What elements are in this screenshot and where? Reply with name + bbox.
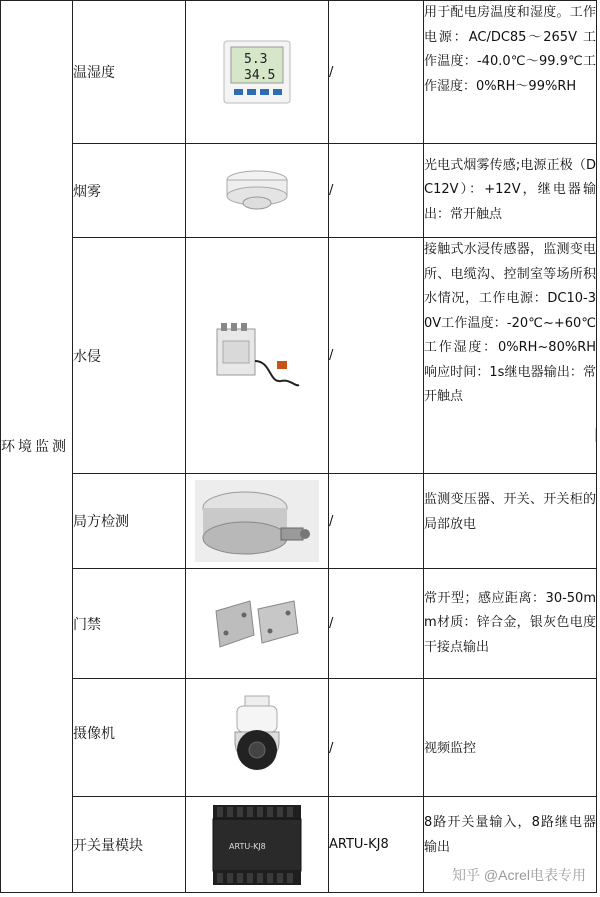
- category-label: 环境监测: [1, 438, 69, 455]
- partial-discharge-sensor-icon: [186, 480, 328, 562]
- device-name: 局方检测: [73, 474, 186, 569]
- device-model: /: [329, 679, 424, 797]
- device-model: /: [329, 238, 424, 474]
- table-row: [1, 238, 597, 474]
- water-leak-sensor-icon: [186, 321, 328, 391]
- device-name: 开关量模块: [73, 797, 186, 893]
- device-model: /: [329, 144, 424, 238]
- table-row: [1, 1, 597, 144]
- lcd-bottom-readout: 34.5: [244, 68, 276, 83]
- device-model: /: [329, 474, 424, 569]
- device-model: /: [329, 1, 424, 144]
- device-description: 8路开关量输入，8路继电器输出: [424, 797, 597, 893]
- device-image: [186, 569, 329, 679]
- category-cell: [1, 1, 73, 893]
- watermark: 知乎 @Acrel电表专用: [452, 867, 586, 883]
- device-description: 接触式水浸传感器，监测变电所、电缆沟、控制室等场所积水情况，工作电源：DC10-30V工作温度：-20℃~+60℃工作湿度：0%RH~80%RH 响应时间：1s继电器输出：常开触点: [424, 238, 597, 474]
- door-magnetic-contact-icon: [186, 595, 328, 653]
- table-row: [1, 144, 597, 238]
- device-name: 温湿度: [73, 1, 186, 144]
- table-row: [1, 569, 597, 679]
- table-row: [1, 474, 597, 569]
- device-description: 监测变压器、开关、开关柜的局部放电: [424, 474, 597, 569]
- device-name: 门禁: [73, 569, 186, 679]
- device-model: /: [329, 569, 424, 679]
- device-image: [186, 238, 329, 474]
- device-description: 视频监控: [424, 679, 597, 797]
- device-description: 用于配电房温度和湿度。工作电源：AC/DC85～265V 工作温度：-40.0℃～99.9℃工作湿度：0%RH～99%RH: [424, 1, 597, 144]
- device-model: ARTU-KJ8: [329, 797, 424, 893]
- dome-camera-icon: [186, 694, 328, 782]
- device-image: [186, 474, 329, 569]
- module-label: ARTU-KJ8: [229, 841, 266, 851]
- device-name: 水侵: [73, 238, 186, 474]
- smoke-detector-icon: [186, 166, 328, 216]
- table-row: [1, 679, 597, 797]
- device-image: [186, 679, 329, 797]
- device-image: [186, 1, 329, 144]
- device-image: [186, 144, 329, 238]
- device-name: 烟雾: [73, 144, 186, 238]
- scrollbar-edge[interactable]: [595, 428, 600, 442]
- device-description: 光电式烟雾传感;电源正极（DC12V）：+12V，继电器输出：常开触点: [424, 144, 597, 238]
- device-description: 常开型；感应距离：30-50mm材质：锌合金，银灰色电度干接点输出: [424, 569, 597, 679]
- lcd-top-readout: 5.3: [244, 52, 268, 67]
- io-module-icon: [186, 801, 328, 889]
- device-name: 摄像机: [73, 679, 186, 797]
- device-image: [186, 797, 329, 893]
- thermo-hygrometer-icon: [186, 39, 328, 105]
